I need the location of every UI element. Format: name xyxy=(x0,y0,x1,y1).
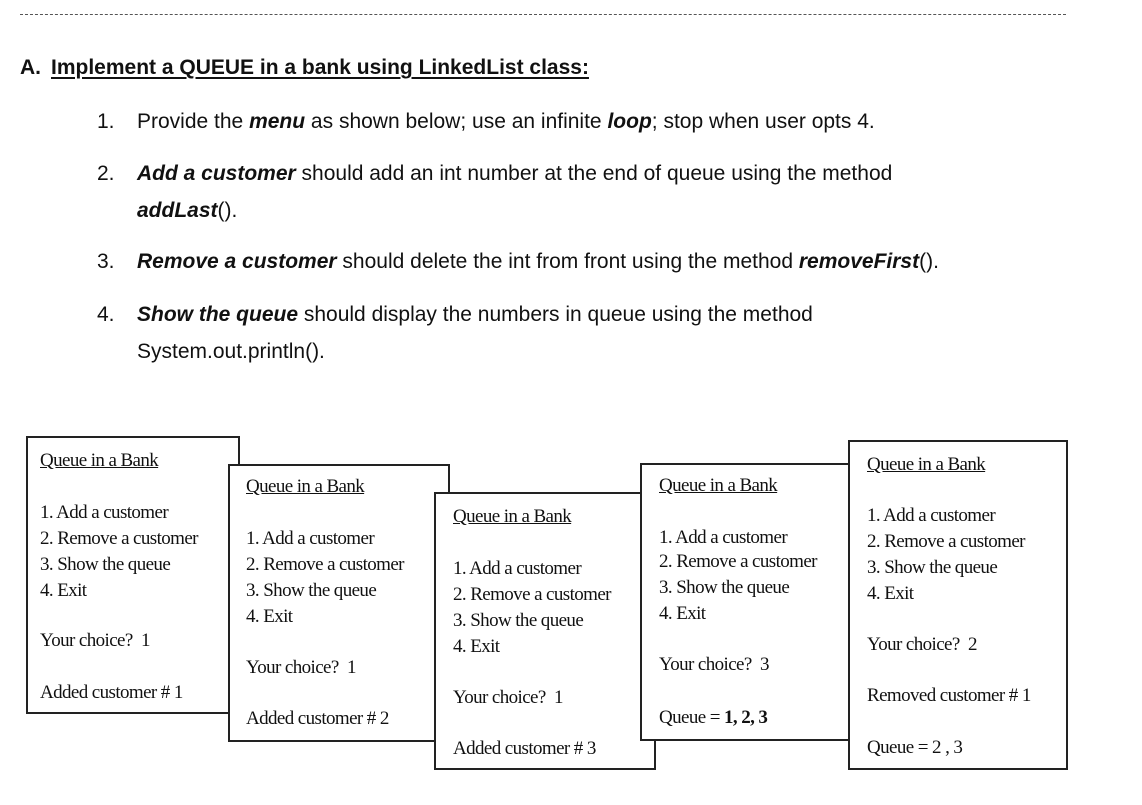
item-text-continued: System.out.println(). xyxy=(137,340,325,363)
item-text: Remove a customer should delete the int from front using the method removeFirst(). xyxy=(137,250,939,273)
keyword-removefirst: removeFirst xyxy=(798,250,920,273)
console-box-5 xyxy=(848,440,1068,770)
menu-option-2: 2. Remove a customer xyxy=(867,531,1025,552)
keyword-addlast: addLast xyxy=(137,199,218,222)
result-line: Removed customer # 1 xyxy=(867,685,1031,706)
item-text-continued: addLast(). xyxy=(137,199,238,222)
menu-option-1: 1. Add a customer xyxy=(246,528,375,549)
menu-option-3: 3. Show the queue xyxy=(659,577,790,598)
result-line: Added customer # 1 xyxy=(40,682,183,703)
choice-prompt: Your choice? xyxy=(867,634,960,655)
console-title: Queue in a Bank xyxy=(453,506,572,527)
console-box-3 xyxy=(434,492,656,770)
menu-option-4: 4. Exit xyxy=(40,580,87,601)
menu-option-1: 1. Add a customer xyxy=(867,505,996,526)
queue-line xyxy=(659,705,767,731)
item-number: 3. xyxy=(97,250,115,273)
menu-option-1: 1. Add a customer xyxy=(40,502,169,523)
menu-option-3: 3. Show the queue xyxy=(867,557,998,578)
keyword-show-queue: Show the queue xyxy=(137,303,299,326)
item-number: 4. xyxy=(97,303,115,326)
menu-option-3: 3. Show the queue xyxy=(453,610,584,631)
console-title: Queue in a Bank xyxy=(246,476,365,497)
queue-prefix: Queue = xyxy=(659,707,725,728)
console-title: Queue in a Bank xyxy=(867,454,986,475)
menu-option-4: 4. Exit xyxy=(453,636,500,657)
menu-option-3: 3. Show the queue xyxy=(40,554,171,575)
menu-option-2: 2. Remove a customer xyxy=(246,554,404,575)
console-box-4 xyxy=(640,463,852,741)
console-title: Queue in a Bank xyxy=(659,475,778,496)
keyword-remove-customer: Remove a customer xyxy=(137,250,337,273)
section-heading xyxy=(20,56,589,80)
menu-option-4: 4. Exit xyxy=(659,603,706,624)
keyword-loop: loop xyxy=(607,110,652,133)
section-label: A. xyxy=(20,56,41,79)
choice-value: 1 xyxy=(347,657,356,678)
choice-line xyxy=(453,685,563,711)
result-line: Added customer # 2 xyxy=(246,708,389,729)
menu-option-4: 4. Exit xyxy=(867,583,914,604)
menu-option-1: 1. Add a customer xyxy=(453,558,582,579)
item-text: Provide the menu as shown below; use an infinite loop; stop when user opts 4. xyxy=(137,110,875,133)
item-text: Add a customer should add an int number at the end of queue using the method xyxy=(137,162,893,185)
choice-value: 1 xyxy=(141,630,150,651)
menu-option-2: 2. Remove a customer xyxy=(659,551,817,572)
choice-prompt: Your choice? xyxy=(659,654,752,675)
menu-option-4: 4. Exit xyxy=(246,606,293,627)
console-title: Queue in a Bank xyxy=(40,450,159,471)
keyword-add-customer: Add a customer xyxy=(137,162,296,185)
dashed-separator xyxy=(20,14,1066,15)
menu-option-3: 3. Show the queue xyxy=(246,580,377,601)
choice-prompt: Your choice? xyxy=(40,630,133,651)
choice-line xyxy=(246,655,356,681)
queue-prefix: Queue = xyxy=(867,737,933,758)
console-box-1 xyxy=(26,436,240,714)
item-number: 1. xyxy=(97,110,115,133)
menu-option-2: 2. Remove a customer xyxy=(453,584,611,605)
item-number: 2. xyxy=(97,162,115,185)
result-line: Added customer # 3 xyxy=(453,738,596,759)
menu-option-2: 2. Remove a customer xyxy=(40,528,198,549)
choice-line xyxy=(867,632,977,658)
queue-values: 1, 2, 3 xyxy=(724,707,768,728)
choice-value: 3 xyxy=(760,654,769,675)
menu-option-1: 1. Add a customer xyxy=(659,527,788,548)
choice-prompt: Your choice? xyxy=(453,687,546,708)
choice-value: 1 xyxy=(554,687,563,708)
queue-line xyxy=(867,735,962,761)
console-box-2 xyxy=(228,464,450,742)
item-text: Show the queue should display the numbers in queue using the method xyxy=(137,303,813,326)
section-title: Implement a QUEUE in a bank using LinkedList class: xyxy=(51,56,589,79)
choice-value: 2 xyxy=(968,634,977,655)
choice-prompt: Your choice? xyxy=(246,657,339,678)
queue-values: 2 , 3 xyxy=(932,737,963,758)
choice-line xyxy=(40,628,150,654)
keyword-menu: menu xyxy=(249,110,306,133)
choice-line xyxy=(659,652,769,678)
